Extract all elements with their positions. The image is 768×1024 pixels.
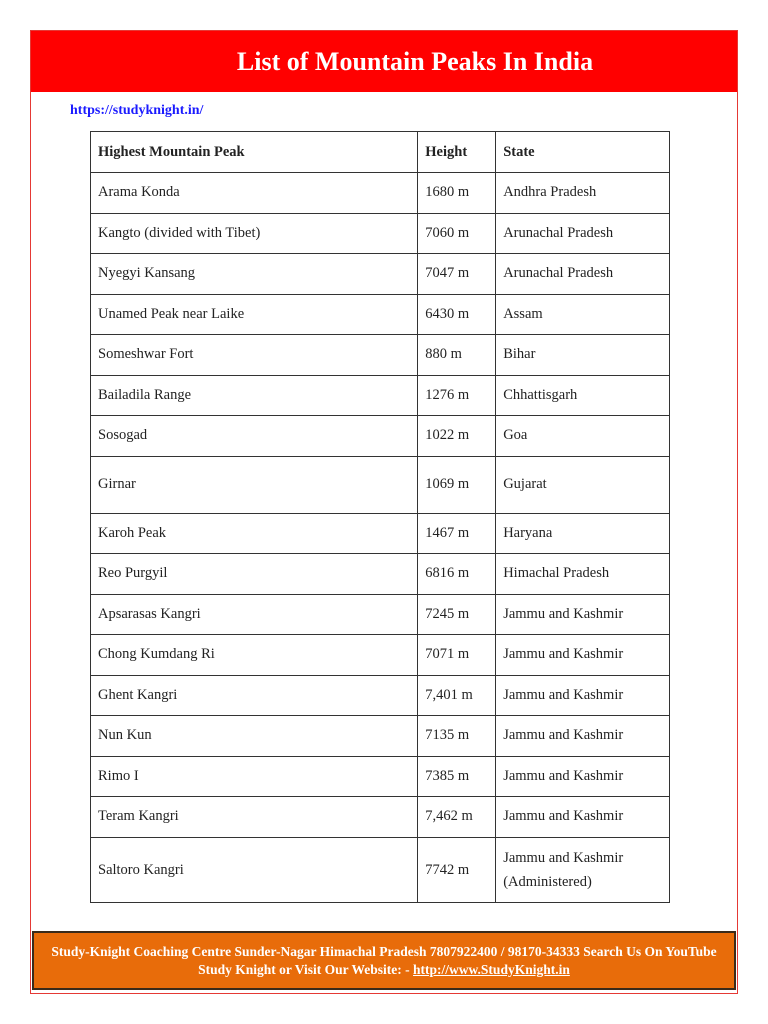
table-row bbox=[91, 635, 670, 676]
table-row bbox=[91, 756, 670, 797]
state-cell: Jammu and Kashmir bbox=[496, 635, 670, 676]
state-cell: Arunachal Pradesh bbox=[496, 254, 670, 295]
footer-website-link[interactable]: http://www.StudyKnight.in bbox=[413, 961, 570, 977]
table-row bbox=[91, 456, 670, 513]
state-cell: Arunachal Pradesh bbox=[496, 213, 670, 254]
table-row bbox=[91, 594, 670, 635]
height-cell: 7742 m bbox=[418, 837, 496, 902]
table-row bbox=[91, 254, 670, 295]
state-cell: Jammu and Kashmir bbox=[496, 675, 670, 716]
state-cell: Gujarat bbox=[496, 456, 670, 513]
height-cell: 7245 m bbox=[418, 594, 496, 635]
peak-cell: Rimo I bbox=[91, 756, 418, 797]
height-cell: 1022 m bbox=[418, 416, 496, 457]
peak-cell: Someshwar Fort bbox=[91, 335, 418, 376]
height-cell: 880 m bbox=[418, 335, 496, 376]
state-cell: Chhattisgarh bbox=[496, 375, 670, 416]
state-cell: Jammu and Kashmir bbox=[496, 797, 670, 838]
peak-cell: Chong Kumdang Ri bbox=[91, 635, 418, 676]
peaks-table bbox=[90, 131, 670, 903]
table-row bbox=[91, 554, 670, 595]
footer-line-2 bbox=[34, 961, 734, 979]
height-cell: 1069 m bbox=[418, 456, 496, 513]
table-row bbox=[91, 173, 670, 214]
column-header-peak: Highest Mountain Peak bbox=[91, 132, 418, 173]
state-cell: Haryana bbox=[496, 513, 670, 554]
height-cell: 1467 m bbox=[418, 513, 496, 554]
peak-cell: Nun Kun bbox=[91, 716, 418, 757]
state-cell: Assam bbox=[496, 294, 670, 335]
table-row bbox=[91, 375, 670, 416]
height-cell: 7071 m bbox=[418, 635, 496, 676]
table-row bbox=[91, 294, 670, 335]
table-row bbox=[91, 797, 670, 838]
peak-cell: Bailadila Range bbox=[91, 375, 418, 416]
page-title: List of Mountain Peaks In India bbox=[236, 46, 594, 76]
height-cell: 7,462 m bbox=[418, 797, 496, 838]
state-cell: Goa bbox=[496, 416, 670, 457]
table-row bbox=[91, 335, 670, 376]
state-cell: Bihar bbox=[496, 335, 670, 376]
table-row bbox=[91, 675, 670, 716]
footer-line-1: Study-Knight Coaching Centre Sunder-Nagar Himachal Pradesh 7807922400 / 98170-34333 Search Us On YouTube bbox=[51, 943, 717, 959]
peak-cell: Arama Konda bbox=[91, 173, 418, 214]
peak-cell: Reo Purgyil bbox=[91, 554, 418, 595]
height-cell: 7,401 m bbox=[418, 675, 496, 716]
peak-cell: Girnar bbox=[91, 456, 418, 513]
table-row bbox=[91, 513, 670, 554]
height-cell: 7047 m bbox=[418, 254, 496, 295]
state-cell: Andhra Pradesh bbox=[496, 173, 670, 214]
title-banner bbox=[31, 31, 737, 92]
height-cell: 1680 m bbox=[418, 173, 496, 214]
table-row bbox=[91, 716, 670, 757]
table-row bbox=[91, 213, 670, 254]
height-cell: 1276 m bbox=[418, 375, 496, 416]
height-cell: 6816 m bbox=[418, 554, 496, 595]
peak-cell: Apsarasas Kangri bbox=[91, 594, 418, 635]
state-cell: Jammu and Kashmir (Administered) bbox=[496, 837, 670, 902]
peak-cell: Kangto (divided with Tibet) bbox=[91, 213, 418, 254]
height-cell: 6430 m bbox=[418, 294, 496, 335]
peak-cell: Ghent Kangri bbox=[91, 675, 418, 716]
peak-cell: Saltoro Kangri bbox=[91, 837, 418, 902]
peak-cell: Sosogad bbox=[91, 416, 418, 457]
table-header-row bbox=[91, 132, 670, 173]
peak-cell: Nyegyi Kansang bbox=[91, 254, 418, 295]
height-cell: 7385 m bbox=[418, 756, 496, 797]
state-cell: Jammu and Kashmir bbox=[496, 594, 670, 635]
height-cell: 7060 m bbox=[418, 213, 496, 254]
table-row bbox=[91, 416, 670, 457]
state-cell: Himachal Pradesh bbox=[496, 554, 670, 595]
peak-cell: Unamed Peak near Laike bbox=[91, 294, 418, 335]
peak-cell: Karoh Peak bbox=[91, 513, 418, 554]
table-row bbox=[91, 837, 670, 902]
state-cell: Jammu and Kashmir bbox=[496, 716, 670, 757]
site-link[interactable]: https://studyknight.in/ bbox=[70, 103, 204, 118]
footer-bar bbox=[32, 931, 736, 990]
height-cell: 7135 m bbox=[418, 716, 496, 757]
state-cell: Jammu and Kashmir bbox=[496, 756, 670, 797]
peak-cell: Teram Kangri bbox=[91, 797, 418, 838]
footer-line-2-prefix: Study Knight or Visit Our Website: - bbox=[198, 961, 414, 977]
column-header-height: Height bbox=[418, 132, 496, 173]
column-header-state: State bbox=[496, 132, 670, 173]
